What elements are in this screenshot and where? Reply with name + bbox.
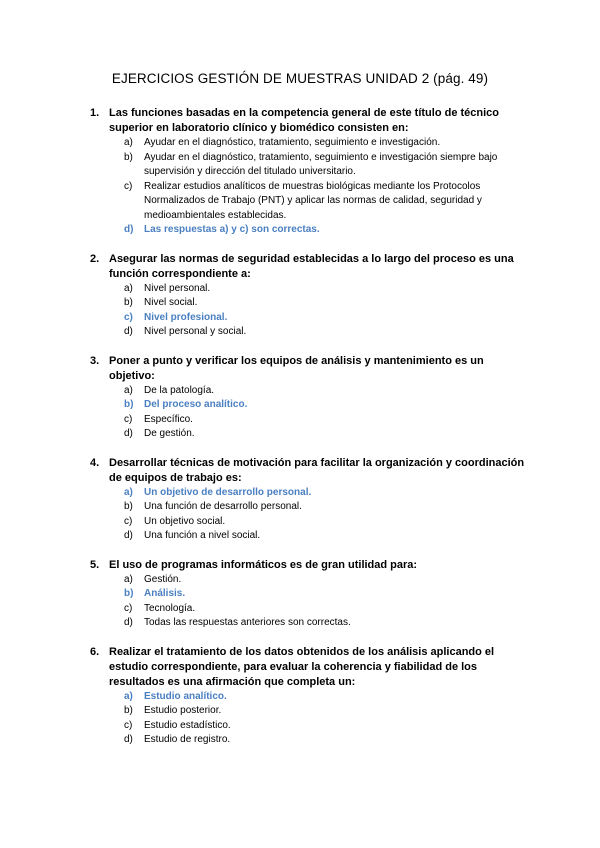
option-letter: d): [124, 326, 133, 337]
option-item: [124, 136, 524, 151]
option-text: Nivel personal.: [144, 282, 211, 294]
option-correct: [124, 311, 524, 326]
option-letter: b): [124, 151, 133, 163]
option-text: Análisis.: [144, 588, 186, 599]
option-letter: b): [124, 588, 134, 599]
option-correct: [124, 486, 524, 501]
question-number: 5.: [90, 558, 100, 571]
option-item: [124, 384, 524, 399]
option-item: [124, 325, 524, 340]
option-letter: b): [124, 501, 133, 512]
option-letter: d): [124, 224, 134, 235]
option-item: [124, 719, 524, 734]
option-letter: b): [124, 705, 133, 716]
option-letter: a): [124, 137, 133, 148]
option-text: Un objetivo social.: [144, 515, 226, 527]
option-text: Tecnología.: [144, 602, 196, 614]
option-correct: [124, 587, 524, 602]
question-2: [0, 252, 600, 340]
option-text: Específico.: [144, 413, 193, 425]
option-text: Una función a nivel social.: [144, 530, 261, 541]
question-1: [0, 106, 600, 238]
page-title: EJERCICIOS GESTIÓN DE MUESTRAS UNIDAD 2 (pág. 49): [111, 71, 489, 86]
question-text: Asegurar las normas de seguridad establecidas a lo largo del proceso es una función correspondiente a:: [109, 252, 514, 280]
question-4: [0, 456, 600, 544]
option-list: [0, 136, 600, 238]
option-item: [124, 413, 524, 428]
option-item: [124, 529, 524, 544]
option-text: Del proceso analítico.: [144, 399, 248, 410]
option-list: [0, 282, 600, 340]
option-correct: [124, 398, 524, 413]
option-item: [124, 180, 524, 224]
option-letter: d): [124, 428, 133, 439]
option-text: Ayudar en el diagnóstico, tratamiento, seguimiento e investigación.: [144, 137, 441, 148]
question-6: [0, 645, 600, 748]
question-number: 4.: [90, 456, 100, 469]
question-text: Poner a punto y verificar los equipos de análisis y mantenimiento es un objetivo:: [109, 354, 484, 382]
option-correct: [124, 690, 524, 705]
option-list: [0, 573, 600, 631]
option-letter: d): [124, 530, 133, 541]
option-correct: [124, 223, 524, 238]
option-item: [124, 573, 524, 588]
question-number: 6.: [90, 645, 100, 658]
option-letter: a): [124, 573, 133, 585]
option-item: [124, 602, 524, 617]
question-number: 2.: [90, 252, 100, 265]
option-text: Gestión.: [144, 573, 182, 585]
option-item: [124, 296, 524, 311]
question-number: 3.: [90, 354, 100, 367]
option-letter: a): [124, 384, 133, 396]
option-text: Las respuestas a) y c) son correctas.: [144, 224, 320, 235]
option-list: [0, 384, 600, 442]
option-letter: c): [124, 180, 133, 192]
option-text: Nivel personal y social.: [144, 326, 247, 337]
option-letter: c): [124, 311, 133, 323]
option-item: [124, 515, 524, 530]
option-text: Todas las respuestas anteriores son correctas.: [144, 617, 351, 628]
option-letter: c): [124, 413, 133, 425]
option-item: [124, 704, 524, 719]
option-text: Estudio de registro.: [144, 734, 231, 745]
option-text: Ayudar en el diagnóstico, tratamiento, seguimiento e investigación siempre bajo supervisión y dirección del titulado universitario.: [144, 151, 498, 177]
question-5: [0, 558, 600, 631]
option-text: Un objetivo de desarrollo personal.: [144, 486, 312, 498]
option-letter: b): [124, 399, 134, 410]
option-text: Nivel profesional.: [144, 311, 228, 323]
option-text: Nivel social.: [144, 297, 198, 308]
option-text: Una función de desarrollo personal.: [144, 501, 302, 512]
option-item: [124, 427, 524, 442]
question-list: [0, 106, 600, 762]
option-item: [124, 500, 524, 515]
question-text: El uso de programas informáticos es de gran utilidad para:: [109, 558, 418, 571]
question-number: 1.: [90, 107, 100, 119]
question-text: Desarrollar técnicas de motivación para facilitar la organización y coordinación de equipos de trabajo es:: [109, 456, 525, 484]
option-item: [124, 616, 524, 631]
question-3: [0, 354, 600, 442]
option-letter: d): [124, 734, 133, 745]
option-text: Realizar estudios analíticos de muestras biológicas mediante los Protocolos Normalizados de Trabajo (PNT) y aplicar las normas de calidad, seguridad y medioambientales establecidas.: [144, 180, 482, 221]
option-item: [124, 151, 524, 180]
option-letter: c): [124, 719, 133, 731]
question-text: Las funciones basadas en la competencia general de este título de técnico superior en laboratorio clínico y biomédico consisten en:: [109, 107, 500, 134]
option-list: [0, 486, 600, 544]
option-letter: a): [124, 690, 133, 702]
option-text: De gestión.: [144, 428, 195, 439]
option-text: Estudio posterior.: [144, 705, 222, 716]
option-letter: c): [124, 515, 133, 527]
option-text: Estudio estadístico.: [144, 719, 231, 731]
option-letter: c): [124, 602, 133, 614]
option-item: [124, 733, 524, 748]
option-letter: a): [124, 282, 133, 294]
option-letter: b): [124, 297, 133, 308]
option-letter: d): [124, 617, 133, 628]
option-text: De la patología.: [144, 384, 215, 396]
option-list: [0, 690, 600, 748]
question-text: Realizar el tratamiento de los datos obtenidos de los análisis aplicando el estudio correspondiente, para evaluar la coherencia y fiabilidad de los resultados es una afirmación que completa un:: [109, 645, 495, 688]
option-letter: a): [124, 486, 133, 498]
option-item: [124, 282, 524, 297]
option-text: Estudio analítico.: [144, 690, 227, 702]
